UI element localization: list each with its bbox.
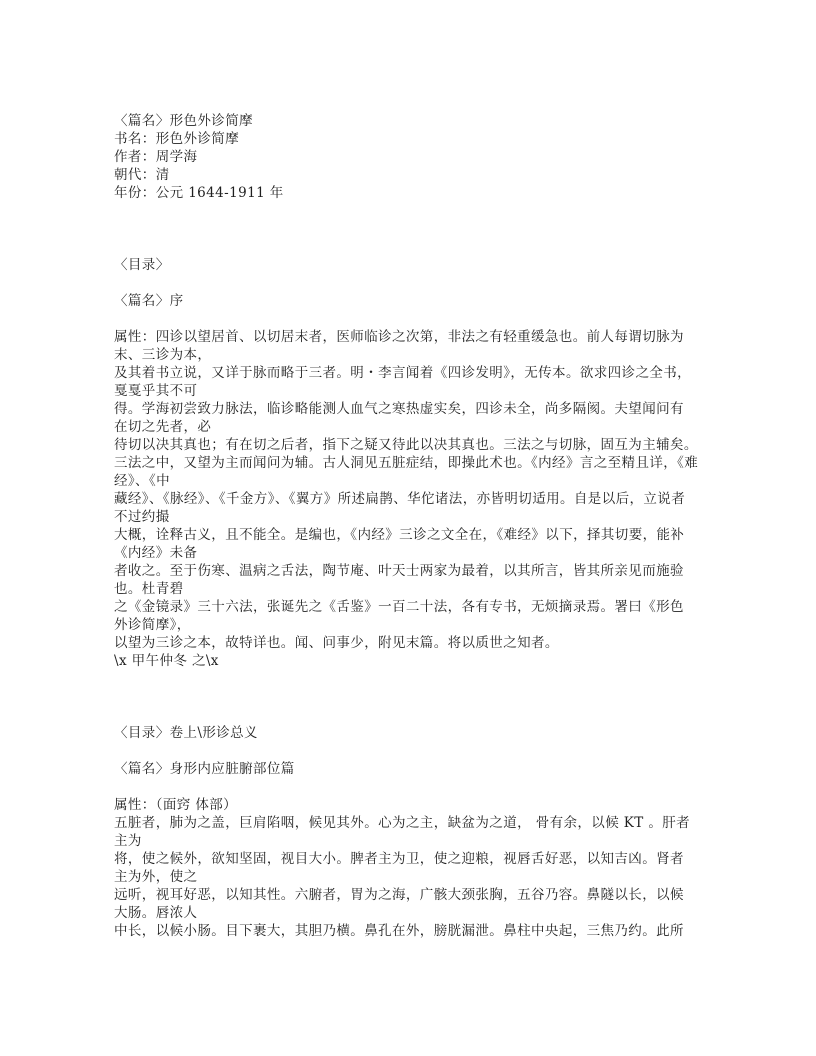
text-line: 〈目录〉	[114, 257, 170, 273]
text-line: 将，使之候外，欲知坚固，视目大小。脾者主为卫，使之迎粮，视唇舌好恶，以知吉凶。肾者	[114, 851, 684, 867]
text-line: 〈篇名〉形色外诊简摩	[114, 113, 253, 129]
document-body	[114, 112, 706, 940]
text-line: 《内经》未备	[114, 545, 198, 561]
text-line: \x 甲午仲冬 之\x	[114, 653, 219, 669]
text-line: 年份：公元 1644-1911 年	[114, 185, 284, 201]
text-line: 末、三诊为本，	[114, 347, 212, 363]
text-line: 在切之先者，必	[114, 419, 212, 435]
text-line: 属性：四诊以望居首、以切居末者，医师临诊之次第，非法之有轻重缓急也。前人每谓切脉为	[114, 329, 684, 345]
text-line: 属性：（面窍 体部）	[114, 797, 238, 813]
text-line: 中长，以候小肠。目下裹大，其胆乃横。鼻孔在外，膀胱漏泄。鼻柱中央起，三焦乃约。此所	[114, 923, 684, 939]
text-line: 之《金镜录》三十六法，张诞先之《舌鉴》一百二十法，各有专书，无烦摘录焉。署曰《形色	[114, 599, 684, 615]
text-line: 书名：形色外诊简摩	[114, 131, 240, 147]
text-line: 作者：周学海	[114, 149, 198, 165]
text-line: 〈篇名〉序	[114, 293, 184, 309]
blank-line	[114, 670, 706, 688]
blank-line	[114, 274, 706, 292]
text-line: 不过约撮	[114, 509, 170, 525]
text-line: 者收之。至于伤寒、温病之舌法，陶节庵、叶天士两家为最着，以其所言，皆其所亲见而施验	[114, 563, 684, 579]
blank-line	[114, 742, 706, 760]
text-line: 〈篇名〉身形内应脏腑部位篇	[114, 761, 295, 777]
text-line: 大肠。唇浓人	[114, 905, 198, 921]
text-line: 五脏者，肺为之盖，巨肩陷咽，候见其外。心为之主，缺盆为之道， 骨有余，以候 KT 。肝者	[114, 815, 691, 831]
blank-line	[114, 688, 706, 706]
text-line: 戛戛乎其不可	[114, 383, 198, 399]
text-line: 朝代：清	[114, 167, 170, 183]
blank-line	[114, 238, 706, 256]
text-line: 三法之中，又望为主而闻问为辅。古人洞见五脏症结，即操此术也。《内经》言之至精且详，《难	[114, 455, 699, 471]
blank-line	[114, 778, 706, 796]
text-line: 藏经》、《脉经》、《千金方》、《翼方》所述扁鹊、华佗诸法，亦皆明切适用。自是以后，立说者	[114, 491, 686, 507]
text-line: 经》、《中	[114, 473, 170, 489]
text-line: 待切以决其真也；有在切之后者，指下之疑又待此以决其真也。三法之与切脉，固互为主辅矣。	[114, 437, 698, 453]
text-line: 大概，诠释古义，且不能全。是编也，《内经》三诊之文全在，《难经》以下，择其切要，能补	[114, 527, 685, 543]
text-line: 得。学海初尝致力脉法，临诊略能测人血气之寒热虚实矣，四诊未全，尚多隔阂。夫望闻问有	[114, 401, 684, 417]
text-line: 主为	[114, 833, 142, 849]
text-line: 外诊简摩》，	[114, 617, 191, 633]
blank-line	[114, 202, 706, 220]
blank-line	[114, 220, 706, 238]
text-line: 远听，视耳好恶，以知其性。六腑者，胃为之海，广骸大颈张胸，五谷乃容。鼻隧以长，以候	[114, 887, 684, 903]
text-line: 主为外，使之	[114, 869, 198, 885]
text-line: 及其着书立说，又详于脉而略于三者。明・李言闻着《四诊发明》，无传本。欲求四诊之全书，	[114, 365, 692, 381]
text-line: 〈目录〉卷上\形诊总义	[114, 725, 258, 741]
blank-line	[114, 706, 706, 724]
blank-line	[114, 310, 706, 328]
text-line: 也。杜青碧	[114, 581, 184, 597]
text-line: 以望为三诊之本，故特详也。闻、问事少，附见末篇。将以质世之知者。	[114, 635, 559, 651]
